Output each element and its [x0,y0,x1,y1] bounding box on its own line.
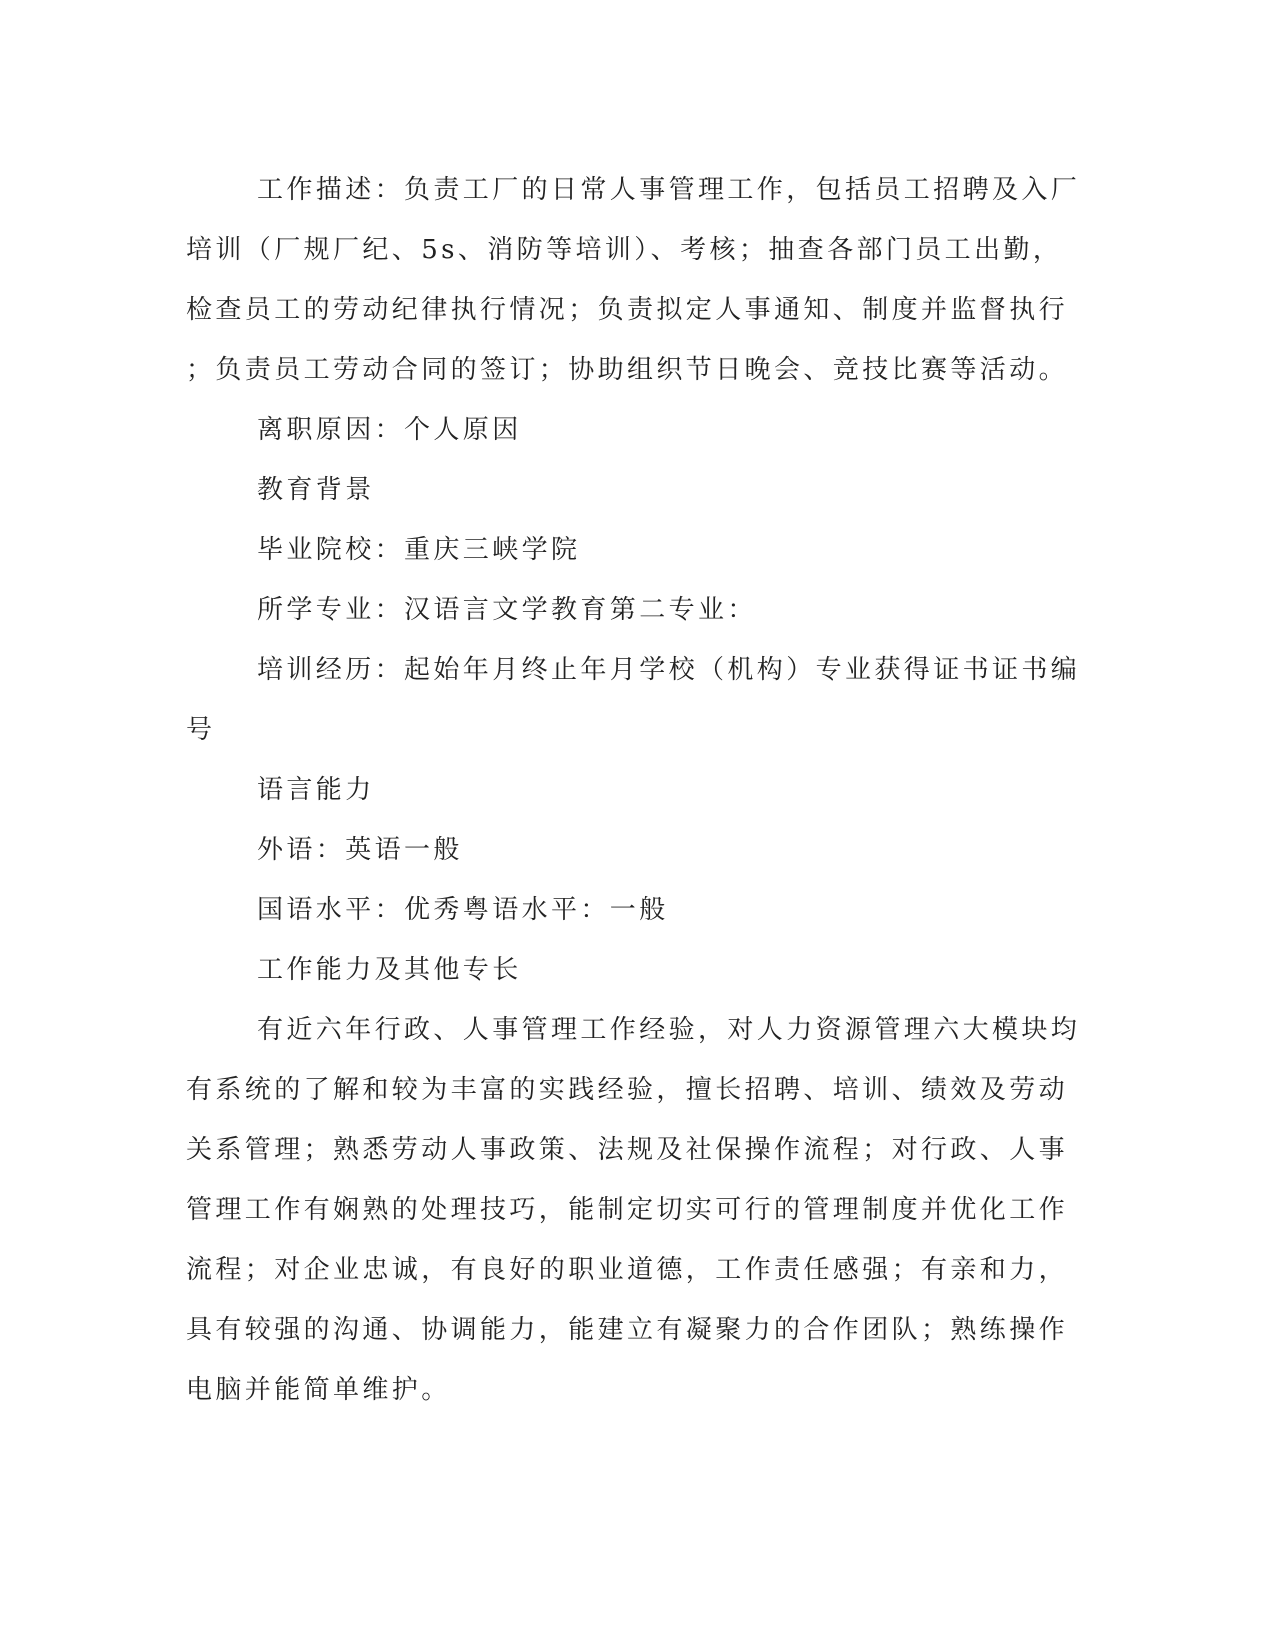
text-line: 国语水平：优秀粤语水平：一般 [257,895,669,925]
foreign-language [186,820,1066,880]
text-line: 毕业院校：重庆三峡学院 [257,535,581,565]
skills-summary [186,1000,1081,1420]
skills-heading [186,940,1066,1000]
text-line: 具有较强的沟通、协调能力，能建立有凝聚力的合作团队；熟练操作 [186,1315,1069,1345]
text-line: 流程；对企业忠诚，有良好的职业道德，工作责任感强；有亲和力， [186,1255,1069,1285]
text-line: ；负责员工劳动合同的签订；协助组织节日晚会、竞技比赛等活动。 [186,355,1069,385]
text-line: 关系管理；熟悉劳动人事政策、法规及社保操作流程；对行政、人事 [186,1135,1069,1165]
text-line: 培训（厂规厂纪、5s、消防等培训）、考核；抽查各部门员工出勤， [186,235,1063,265]
resignation-reason [186,400,1066,460]
education-heading [186,460,1066,520]
text-line: 外语：英语一般 [257,835,463,865]
text-line: 检查员工的劳动纪律执行情况；负责拟定人事通知、制度并监督执行 [186,295,1069,325]
text-line: 所学专业：汉语言文学教育第二专业： [257,595,757,625]
language-heading [186,760,1066,820]
text-line: 号 [186,715,216,745]
text-line: 管理工作有娴熟的处理技巧，能制定切实可行的管理制度并优化工作 [186,1195,1069,1225]
section-heading: 教育背景 [257,475,375,505]
major [186,580,1066,640]
text-line: 培训经历：起始年月终止年月学校（机构）专业获得证书证书编 [257,655,1081,685]
training-history [186,640,1081,760]
text-line: 有近六年行政、人事管理工作经验，对人力资源管理六大模块均 [257,1015,1081,1045]
section-heading: 语言能力 [257,775,375,805]
section-heading: 工作能力及其他专长 [257,955,522,985]
text-line: 工作描述：负责工厂的日常人事管理工作，包括员工招聘及入厂 [257,175,1081,205]
text-line: 有系统的了解和较为丰富的实践经验，擅长招聘、培训、绩效及劳动 [186,1075,1069,1105]
graduate-school [186,520,1066,580]
text-line: 离职原因：个人原因 [257,415,522,445]
job-description-paragraph [186,160,1081,400]
resume-body [186,160,1081,1420]
text-line: 电脑并能简单维护。 [186,1375,451,1405]
dialect-level [186,880,1066,940]
